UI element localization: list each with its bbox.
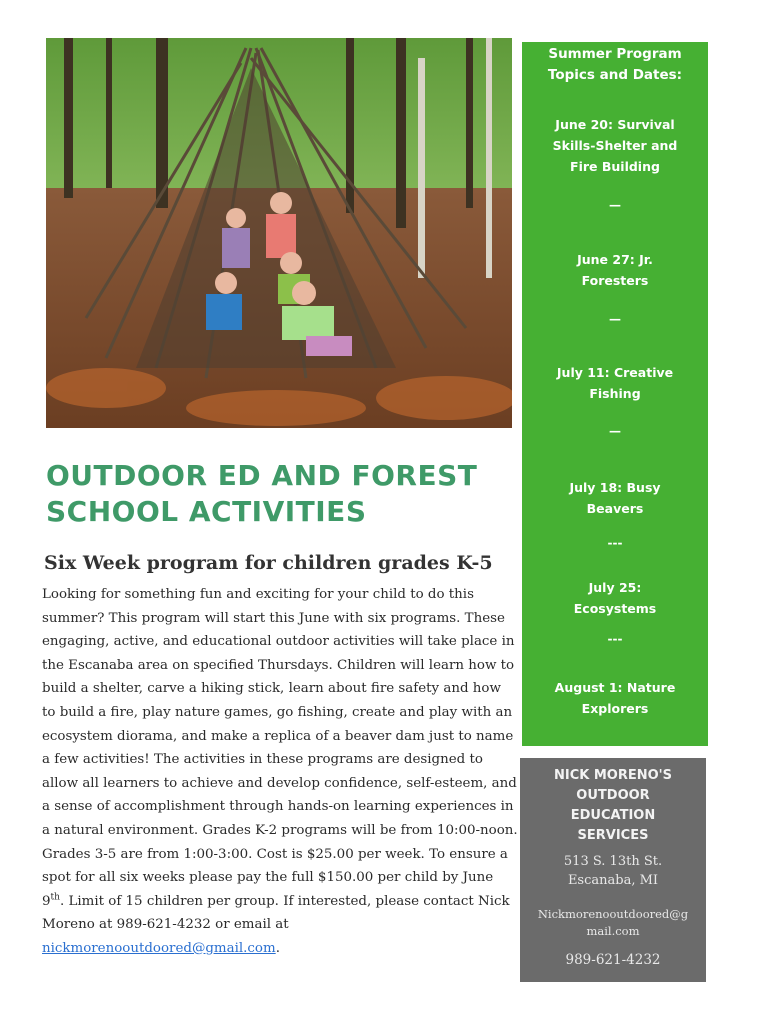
organization-address: 513 S. 13th St. Escanaba, MI: [563, 854, 663, 888]
topic-separator: —: [609, 198, 621, 212]
topic-separator: —: [609, 312, 621, 326]
topic-june-27: June 27: Jr. Foresters: [577, 252, 653, 288]
topic-august-1: August 1: Nature Explorers: [554, 680, 676, 716]
topic-june-20: June 20: Survival Skills-Shelter and Fire Building: [552, 117, 678, 174]
description-text-continued: . Limit of 15 children per group. If interested, please contact Nick Moreno at 989-621-4232 or email at: [42, 893, 510, 933]
topic-separator: ---: [607, 536, 623, 550]
contact-box: [520, 758, 706, 982]
program-topics-sidebar: [522, 42, 708, 746]
description-text: Looking for something fun and exciting for your child to do this summer? This program will start this June with six programs. These engaging, active, and educational outdoor activities will take place in the Escanaba area on specified Thursdays. Children will learn how to build a shelter, carve a hiking stick, learn about fire safety and how to build a fire, play nature games, go fishing, create and play with an ecosystem diorama, and make a replica of a beaver dam just to name a few activities! The activities in these programs are designed to allow all learners to achieve and develop confidence, self-esteem, and a sense of accomplishment through hands-on learning experiences in a natural environment. Grades K-2 programs will be from 10:00-noon. Grades 3-5 are from 1:00-3:00. Cost is $25.00 per week. To ensure a spot for all six weeks please pay the full $150.00 per child by June 9: [42, 587, 518, 909]
forest-shelter-photo: [46, 38, 512, 428]
sidebar-title: Summer Program Topics and Dates:: [547, 46, 683, 83]
email-link[interactable]: nickmorenooutdoored@gmail.com: [42, 940, 276, 956]
topic-july-18: July 18: Busy Beavers: [569, 480, 661, 516]
topic-july-11: July 11: Creative Fishing: [556, 365, 674, 401]
description-end: .: [275, 940, 280, 956]
program-description: [42, 583, 518, 961]
topic-separator: —: [609, 424, 621, 438]
contact-phone: 989-621-4232: [565, 952, 661, 968]
page-title: OUTDOOR ED AND FOREST SCHOOL ACTIVITIES: [46, 459, 478, 528]
organization-name: NICK MORENO'S OUTDOOR EDUCATION SERVICES: [553, 768, 672, 843]
ordinal-suffix: th: [50, 892, 60, 903]
topic-july-25: July 25: Ecosystems: [573, 580, 657, 616]
page-subtitle: Six Week program for children grades K-5: [44, 552, 493, 574]
topic-separator: ---: [607, 632, 623, 646]
contact-email: Nickmorenooutdoored@gmail.com: [537, 907, 689, 938]
